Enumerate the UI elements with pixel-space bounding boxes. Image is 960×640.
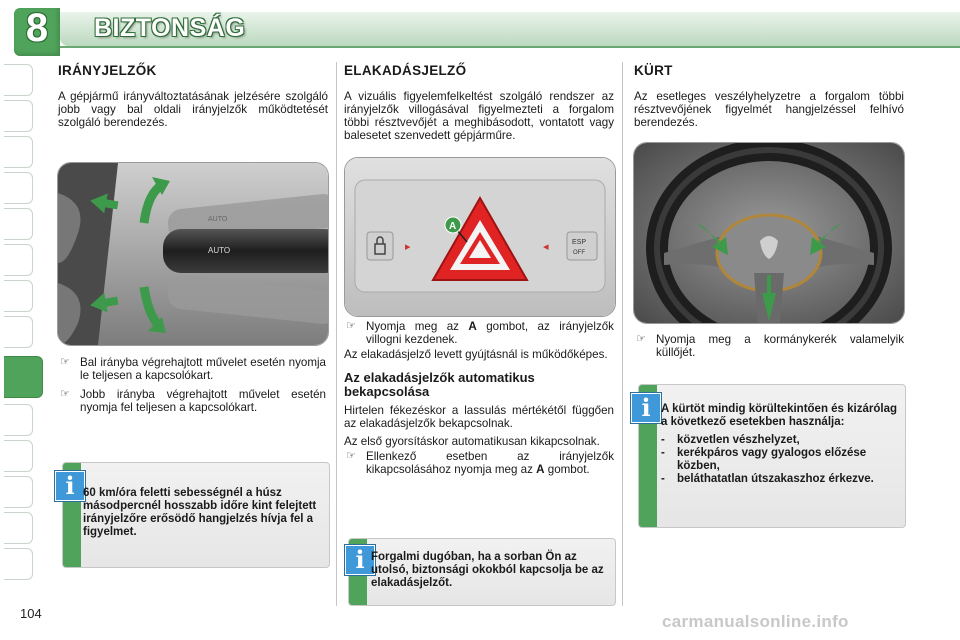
chapter-side-tab[interactable] [4, 136, 33, 168]
page-number: 104 [20, 606, 42, 621]
chapter-side-tab[interactable] [4, 548, 33, 580]
chapter-side-tab[interactable] [4, 476, 33, 508]
section-intro: A vizuális figyelemfelkeltést szolgáló rendszer az irányjelzők villogásával figyelmezteti a forgalom többi résztvevőjét a meghibásodott, vontatott vagy balesetet szenvedett gépjárműre. [344, 90, 614, 142]
turn-signal-info-box [62, 462, 330, 568]
paragraph: Az első gyorsításkor automatikusan kikapcsolnak. [344, 435, 600, 448]
chapter-side-tab[interactable] [4, 64, 33, 96]
hazard-button-image [344, 157, 616, 317]
chapter-side-tab[interactable] [4, 100, 33, 132]
column-divider [622, 62, 623, 606]
section-heading: KÜRT [634, 63, 673, 78]
chapter-side-tab[interactable] [4, 208, 33, 240]
section-heading: ELAKADÁSJELZŐ [344, 63, 467, 78]
svg-text:◂: ◂ [543, 241, 549, 253]
stalk-auto-label: AUTO [208, 216, 228, 223]
section-heading: IRÁNYJELZŐK [58, 63, 157, 78]
instruction-bullet: ☞ Nyomja meg az A gombot, az irányjelzők villogni kezdenek. [346, 320, 614, 346]
hand-pointer-icon: ☞ [346, 320, 356, 332]
chapter-side-tab[interactable] [4, 440, 33, 472]
hand-pointer-icon: ☞ [60, 356, 70, 368]
esp-off-label: OFF [573, 250, 585, 256]
watermark: carmanualsonline.info [662, 612, 849, 631]
chapter-side-tab[interactable] [4, 512, 33, 544]
hazard-marker-label: A [449, 221, 457, 232]
turn-signals-section [58, 63, 328, 129]
chapter-side-tab-active[interactable] [4, 356, 43, 398]
steering-wheel-image [633, 142, 905, 324]
chapter-side-tab[interactable] [4, 172, 33, 204]
chapter-number: 8 [25, 6, 49, 50]
instruction-bullet: ☞ Jobb irányba végrehajtott művelet esetén nyomja fel teljesen a kapcsolókart. [60, 388, 326, 414]
instruction-bullet: ☞ Nyomja meg a kormánykerék valamelyik küllőjét. [636, 333, 904, 359]
header-rule [60, 46, 960, 48]
chapter-side-tab[interactable] [4, 316, 33, 348]
turn-signal-stalk-image [57, 162, 329, 346]
info-text: 60 km/óra feletti sebességnél a húsz másodpercnél hosszabb időre kint felejtett irányjelzőre erősödő hangjelzés hívja fel a figyelmet. [83, 487, 317, 538]
paragraph: Hirtelen fékezéskor a lassulás mértékétől függően az elakadásjelzők bekapcsolnak. [344, 404, 614, 430]
info-icon: i [345, 545, 375, 575]
section-intro: A gépjármű irányváltoztatásának jelzésére szolgáló jobb vagy bal oldali irányjelzők működtetését szolgáló berendezés. [58, 90, 328, 129]
hazard-section [344, 63, 614, 142]
paragraph: Az elakadásjelző levett gyújtásnál is működőképes. [344, 348, 608, 361]
horn-section [634, 63, 904, 129]
info-text: Forgalmi dugóban, ha a sorban Ön az utolsó, biztonsági okokból kapcsolja be az elakadásjelzőt. [371, 551, 604, 589]
stalk-auto-label: AUTO [208, 246, 231, 255]
info-icon: i [631, 393, 661, 423]
column-divider [336, 62, 337, 606]
info-icon: i [55, 471, 85, 501]
horn-instructions [634, 333, 904, 359]
page-title: BIZTONSÁG [94, 14, 246, 42]
section-intro: Az esetleges veszélyhelyzetre a forgalom többi résztvevőjének figyelmét hangjelzéssel felhívó berendezés. [634, 90, 904, 129]
subheading: Az elakadásjelzők automatikus bekapcsolása [344, 370, 535, 399]
hazard-instructions [344, 320, 614, 476]
hand-pointer-icon: ☞ [60, 388, 70, 400]
instruction-bullet: ☞ Ellenkező esetben az irányjelzők kikapcsolásához nyomja meg az A gombot. [346, 450, 614, 476]
esp-label: ESP [572, 239, 587, 246]
chapter-side-tab[interactable] [4, 244, 33, 276]
instruction-bullet: ☞ Bal irányba végrehajtott művelet esetén nyomja le teljesen a kapcsolókart. [60, 356, 326, 382]
hand-pointer-icon: ☞ [636, 333, 646, 345]
chapter-side-tab[interactable] [4, 280, 33, 312]
svg-text:▸: ▸ [405, 241, 411, 253]
horn-info-box [638, 384, 906, 528]
hand-pointer-icon: ☞ [346, 450, 356, 462]
chapter-side-tab[interactable] [4, 404, 33, 436]
turn-signal-instructions [58, 356, 326, 414]
hazard-info-box [348, 538, 616, 606]
info-text: A kürtöt mindig körültekintően és kizárólag a következő esetekben használja: - közvetlen vészhelyzet, - kerékpáros vagy gyalogos előzése közben, - beláthatatlan útszakaszhoz érkezve. [661, 403, 897, 485]
